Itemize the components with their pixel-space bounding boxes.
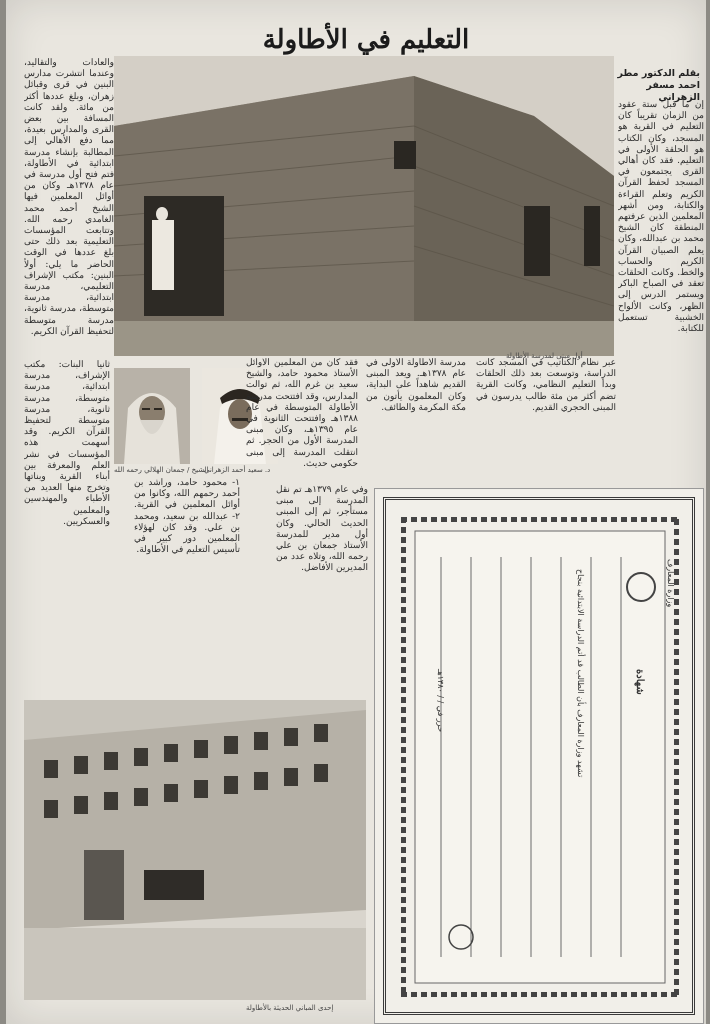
article-column-mid-d: وفي عام ١٣٧٩هـ تم نقل المدرسة إلى مبنى مستأجر، ثم إلى المبنى الحديث الحالي. وكان أول مدير للمدرسة الأستاذ جمعان بن علي رحمه الله، وتلاه عدد من المديرين الأفاضل.	[276, 485, 368, 574]
modern-school-photo	[24, 700, 366, 1000]
certificate-date: حرر في / / ١٣٨٠هـ	[436, 669, 445, 733]
old-school-photo	[114, 56, 614, 356]
certificate-image	[374, 488, 704, 1024]
article-column-mid-a: فقد كان من المعلمين الأوائل الأستاذ محمود حامد، والشيخ سعيد بن غرم الله، ثم توالت المدارس، وقد افتتحت مدرسة الأطاولة المتوسطة في عام ١٣٨٨هـ وافتتحت الثانوية في عام ١٣٩٥هـ، وكان مبنى المدرسة الأول من الحجر. ثم انتقلت المدرسة إلى مبنى حكومي حديث.	[246, 358, 358, 468]
portrait-right-caption: د. سعيد أحمد الزهراني	[204, 466, 271, 474]
article-column-left-top: والعادات والتقاليد، وعندما انتشرت مدارس البنين في قرى وقبائل زهران، وبلغ عددها أكثر من مائة. ولقد كانت المسافة بين بعض القرى والمدارس بعيدة، مما دفع الأهالي إلى المطالبة بإنشاء مدرسة ابتدائية في الأطاولة، فتم فتح أول مدرسة في عام ١٣٧٨هـ وكان من أوائل المعلمين فيها الشيخ أحمد محمد الغامدي رحمه الله. وتتابعت المؤسسات التعليمية بعد ذلك حتى بلغ عددها في الوقت الحاضر ما يلي: أولاً البنين: مكتب الإشراف التعليمي، مدرسة ابتدائية، مدرسة متوسطة، مدرسة ثانوية، مدرسة متوسطة لتحفيظ القرآن الكريم.	[24, 58, 114, 337]
article-column-right: إن ما قبل ستة عقود من الزمان تقريباً كان التعليم في القرية هو المسجد، وكان الكتاب هو الحلقة الأولى في التعليم. فقد كان أهالي القرى يجتمعون في المسجد لحفظ القرآن الكريم وتعلم القراءة والكتابة، ومن أشهر المعلمين الذين عرفتهم المنطقة كان الشيخ محمد بن عبدالله، وكان يعلم الصبيان القرآن الكريم والحساب والخط. وكانت الحلقات تعقد في الصباح الباكر ويستمر الدرس إلى الظهر، وكانت الألواح الخشبية تستعمل للكتابة.	[618, 100, 704, 335]
article-column-mid-e: ١- محمود حامد، وراشد بن أحمد رحمهم الله، وكانوا من أوائل المعلمين في القرية. ٢- عبدالله بن سعيد، ومحمد بن علي. وقد كان لهؤلاء المعلمين دور كبير في تأسيس التعليم في الأطاولة.	[134, 478, 240, 556]
article-headline: التعليم في الأطاولة	[262, 25, 470, 55]
article-column-mid-c: عبر نظام الكتاتيب في المسجد كانت الدراسة، وتوسعت بعد ذلك الحلقات وبدأ التعليم النظامي، وكانت القرية تضم أكثر من مئة طالب يدرسون في المبنى الحجري القديم.	[476, 358, 616, 413]
article-byline: بقلم الدكتور مطر احمد مسفر الزهراني	[617, 68, 700, 103]
portrait-left-caption: الشيخ / جمعان الهلالي رحمه الله	[114, 466, 209, 474]
school-photo-caption: إحدى المباني الحديثة بالأطاولة	[246, 1004, 334, 1012]
article-column-left-mid: ثانياً البنات: مكتب الإشراف، مدرسة ابتدائية، مدرسة متوسطة، مدرسة ثانوية، مدرسة متوسطة لتحفيظ القرآن الكريم. وقد أسهمت هذه المؤسسات في نشر العلم والمعرفة بين أبناء القرية وبناتها وتخرج منها العديد من الأطباء والمهندسين والمعلمين والعسكريين.	[24, 360, 110, 527]
portrait-left	[114, 368, 190, 464]
certificate-header: وزارة المعارف	[666, 559, 675, 608]
certificate-body: تشهد وزارة المعارف بأن الطالب قد أتم الدراسة الابتدائية بنجاح	[576, 569, 585, 778]
main-photo-caption: أول مبنى لمدرسة الأطاولة	[506, 352, 583, 360]
newspaper-page	[6, 0, 706, 1024]
article-column-mid-b: مدرسة الأطاولة الأولى في عام ١٣٧٨هـ. ويعد المبنى القديم شاهداً على البداية، وكان المعلمون يأتون من مكة المكرمة والطائف.	[366, 358, 466, 413]
certificate-title: شهادة	[634, 669, 645, 695]
certificate-ornament	[401, 517, 679, 997]
